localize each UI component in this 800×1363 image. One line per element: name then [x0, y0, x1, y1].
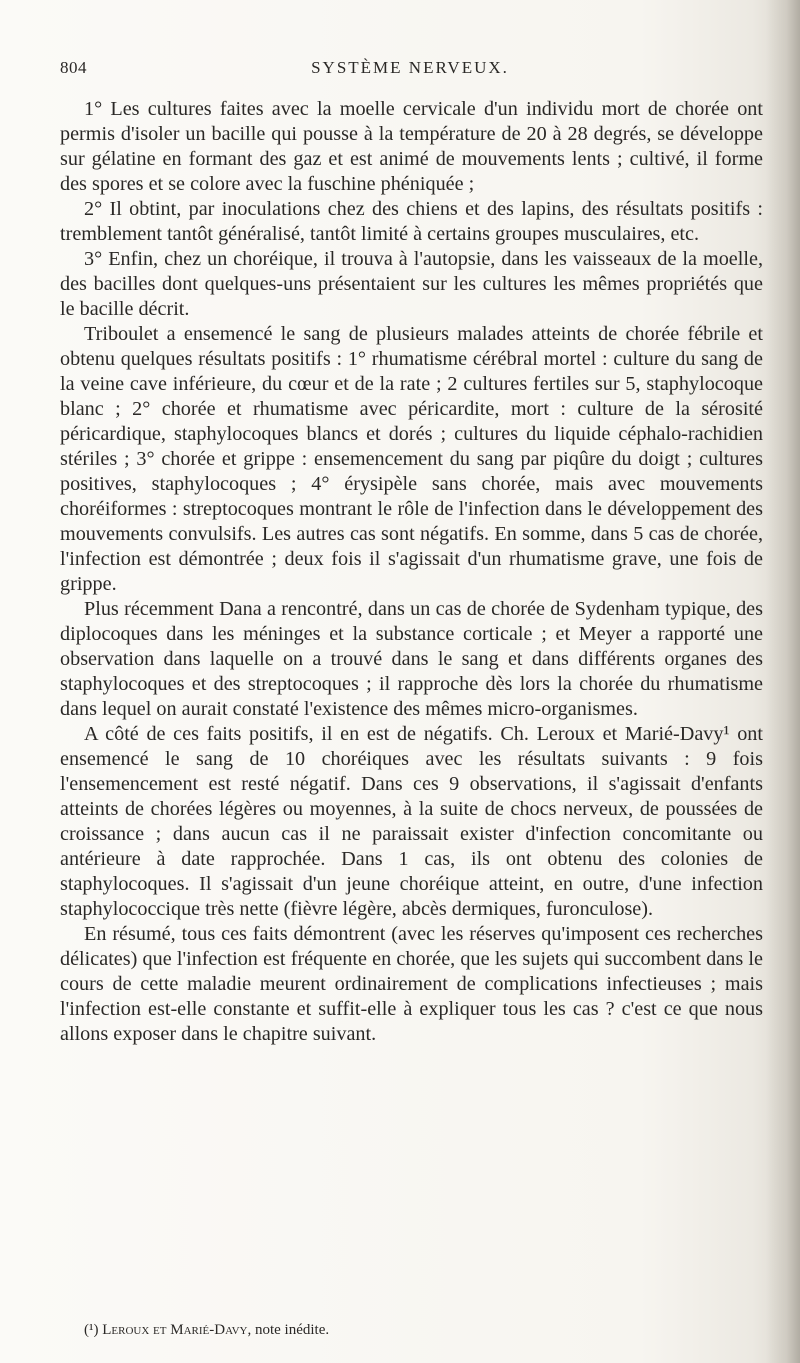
binding-shadow	[766, 0, 800, 1363]
running-title: SYSTÈME NERVEUX.	[311, 58, 509, 77]
footnote	[84, 1320, 764, 1340]
main-text	[60, 97, 763, 1047]
paragraph-4: Triboulet a ensemencé le sang de plusieurs malades atteints de chorée fébrile et obtenu quelques résultats positifs : 1° rhumatisme cérébral mortel : culture du sang de la veine cave inférieure, du cœur et de la rate ; 2 cultures fertiles sur 5, staphylocoque blanc ; 2° chorée et rhumatisme avec péricardite, mort : culture de la sérosité péricardique, staphylocoques blancs et dorés ; cultures du liquide céphalo-rachidien stériles ; 3° chorée et grippe : ensemencement du sang par piqûre du doigt ; cultures positives, staphylocoques ; 4° érysipèle sans chorée, mais avec mouvements choréiformes : streptocoques montrant le rôle de l'infection dans le développement des mouvements convulsifs. Les autres cas sont négatifs. En somme, dans 5 cas de chorée, l'infection est démontrée ; deux fois il s'agissait d'un rhumatisme grave, une fois de grippe.	[60, 323, 763, 595]
paragraph-3: 3° Enfin, chez un choréique, il trouva à l'autopsie, dans les vaisseaux de la moelle, des bacilles dont quelques-uns présentaient sur les cultures les mêmes propriétés que le bacille décrit.	[60, 248, 763, 320]
paragraph-7: En résumé, tous ces faits démontrent (avec les réserves qu'imposent ces recherches délicates) que l'infection est fréquente en chorée, que les sujets qui succombent dans le cours de cette maladie meurent ordinairement de complications infectieuses ; mais l'infection est-elle constante et suffit-elle à expliquer tous les cas ? c'est ce que nous allons exposer dans le chapitre suivant.	[60, 923, 763, 1045]
paragraph-2: 2° Il obtint, par inoculations chez des chiens et des lapins, des résultats positifs : tremblement tantôt généralisé, tantôt limité à certains groupes musculaires, etc.	[60, 198, 763, 245]
page-header	[60, 52, 760, 82]
footnote-note: note inédite.	[254, 1322, 330, 1338]
paragraph-5: Plus récemment Dana a rencontré, dans un cas de chorée de Sydenham typique, des diplocoques dans les méninges et la substance corticale ; et Meyer a rapporté une observation dans laquelle on a trouvé dans le sang et dans différents organes des staphylocoques et des streptocoques ; il rapproche dès lors la chorée du rhumatisme dans lequel on aurait constaté l'existence des mêmes micro-organismes.	[60, 598, 763, 720]
footnote-marker: (¹)	[84, 1322, 99, 1338]
paragraph-1: 1° Les cultures faites avec la moelle cervicale d'un individu mort de chorée ont permis d'isoler un bacille qui pousse à la température de 20 à 28 degrés, se développe sur gélatine en formant des gaz et est animé de mouvements lents ; cultivé, il forme des spores et se colore avec la fuschine phéniquée ;	[60, 98, 763, 195]
page-number: 804	[60, 58, 87, 77]
paragraph-6: A côté de ces faits positifs, il en est de négatifs. Ch. Leroux et Marié-Davy¹ ont ensemencé le sang de 10 choréiques avec les résultats suivants : 9 fois l'ensemencement est resté négatif. Dans ces 9 observations, il s'agissait d'enfants atteints de chorées légères ou moyennes, à la suite de chocs nerveux, de poussées de croissance ; dans aucun cas il ne paraissait exister d'infection concomitante ou antérieure à date rapprochée. Dans 1 cas, ils ont obtenu des colonies de staphylocoques. Il s'agissait d'un jeune choréique atteint, en outre, d'une infection staphylococcique très nette (fièvre légère, abcès dermiques, furonculose).	[60, 723, 763, 920]
footnote-authors: Leroux et Marié-Davy,	[102, 1322, 252, 1338]
